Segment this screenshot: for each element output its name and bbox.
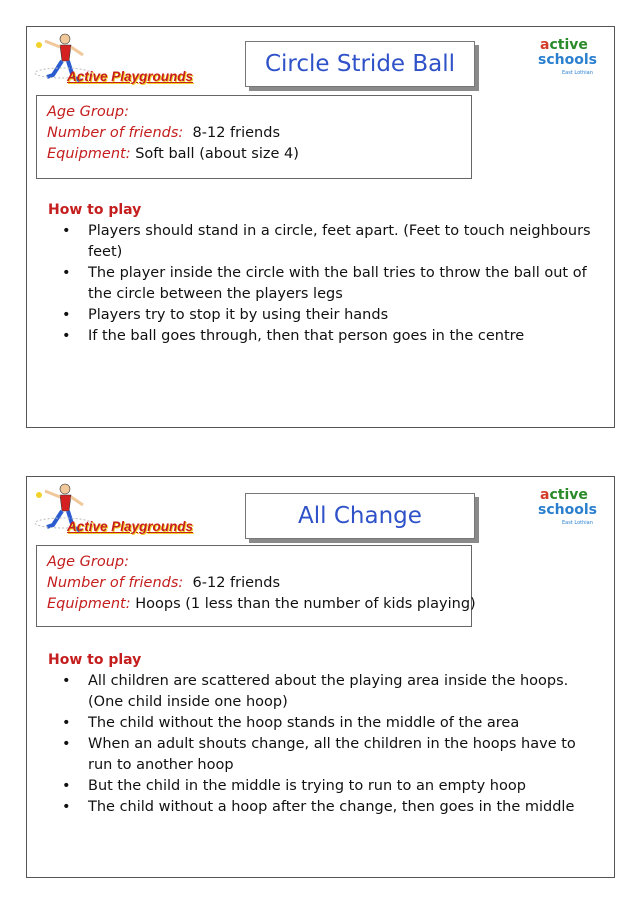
age-group-row xyxy=(47,102,461,123)
bullet-icon: • xyxy=(62,799,71,815)
equipment-label: Equipment: xyxy=(47,146,131,162)
bullet-icon: • xyxy=(62,265,71,281)
active-schools-line3: East Lothian xyxy=(562,520,593,526)
how-to-play-heading: How to play xyxy=(48,202,142,218)
active-playgrounds-logo xyxy=(33,481,213,541)
age-group-label: Age Group: xyxy=(47,104,130,120)
equipment-row xyxy=(47,144,461,165)
bullet-icon: • xyxy=(62,715,71,731)
info-box xyxy=(36,95,472,179)
info-box xyxy=(36,545,476,627)
active-schools-logo xyxy=(532,487,602,533)
list-item: • When an adult shouts change, all the children in the hoops have to run to another hoop xyxy=(62,736,576,773)
list-item: • Players try to stop it by using their hands xyxy=(57,305,597,326)
friends-label: Number of friends: xyxy=(47,125,184,141)
friends-row xyxy=(47,573,461,594)
equipment-value: Soft ball (about size 4) xyxy=(135,146,299,162)
list-item: • The child without the hoop stands in the middle of the area xyxy=(57,713,597,734)
list-item: • If the ball goes through, then that person goes in the centre xyxy=(57,326,597,347)
bullet-icon: • xyxy=(62,328,71,344)
list-item: • The child without a hoop after the change, then goes in the middle xyxy=(57,797,597,818)
card-title: All Change xyxy=(245,493,475,539)
friends-label: Number of friends: xyxy=(47,575,184,591)
friends-value: 8-12 friends xyxy=(192,125,280,141)
bullet-icon: • xyxy=(62,736,71,752)
bullet-icon: • xyxy=(62,307,71,323)
how-to-play-heading: How to play xyxy=(48,652,142,668)
list-item: • But the child in the middle is trying to run to an empty hoop xyxy=(57,776,597,797)
card-title: Circle Stride Ball xyxy=(245,41,475,87)
equipment-value: Hoops (1 less than the number of kids playing) xyxy=(135,596,476,612)
logo-text: Active Playgrounds xyxy=(67,69,194,84)
age-group-label: Age Group: xyxy=(47,554,130,570)
list-item: • Players should stand in a circle, feet apart. (Feet to touch neighbours feet) xyxy=(62,223,591,260)
active-playgrounds-logo xyxy=(33,31,213,91)
active-schools-line1: active xyxy=(540,37,588,53)
friends-row xyxy=(47,123,461,144)
rules-list xyxy=(57,221,597,347)
active-schools-line2: schools xyxy=(538,52,597,68)
equipment-label: Equipment: xyxy=(47,596,131,612)
rules-list xyxy=(57,671,597,818)
activity-card-all-change xyxy=(26,476,615,878)
activity-card-circle-stride-ball xyxy=(26,26,615,428)
active-schools-line1: active xyxy=(540,487,588,503)
bullet-icon: • xyxy=(62,673,71,689)
age-group-row xyxy=(47,552,461,573)
list-item: • The player inside the circle with the ball tries to throw the ball out of the circle between the players legs xyxy=(62,265,587,302)
bullet-icon: • xyxy=(62,778,71,794)
active-schools-logo xyxy=(532,37,602,83)
active-schools-line2: schools xyxy=(538,502,597,518)
list-item: • All children are scattered about the playing area inside the hoops. (One child inside one hoop) xyxy=(62,673,569,710)
active-schools-line3: East Lothian xyxy=(562,70,593,76)
logo-text: Active Playgrounds xyxy=(67,519,194,534)
friends-value: 6-12 friends xyxy=(192,575,280,591)
equipment-row xyxy=(47,594,476,615)
bullet-icon: • xyxy=(62,223,71,239)
